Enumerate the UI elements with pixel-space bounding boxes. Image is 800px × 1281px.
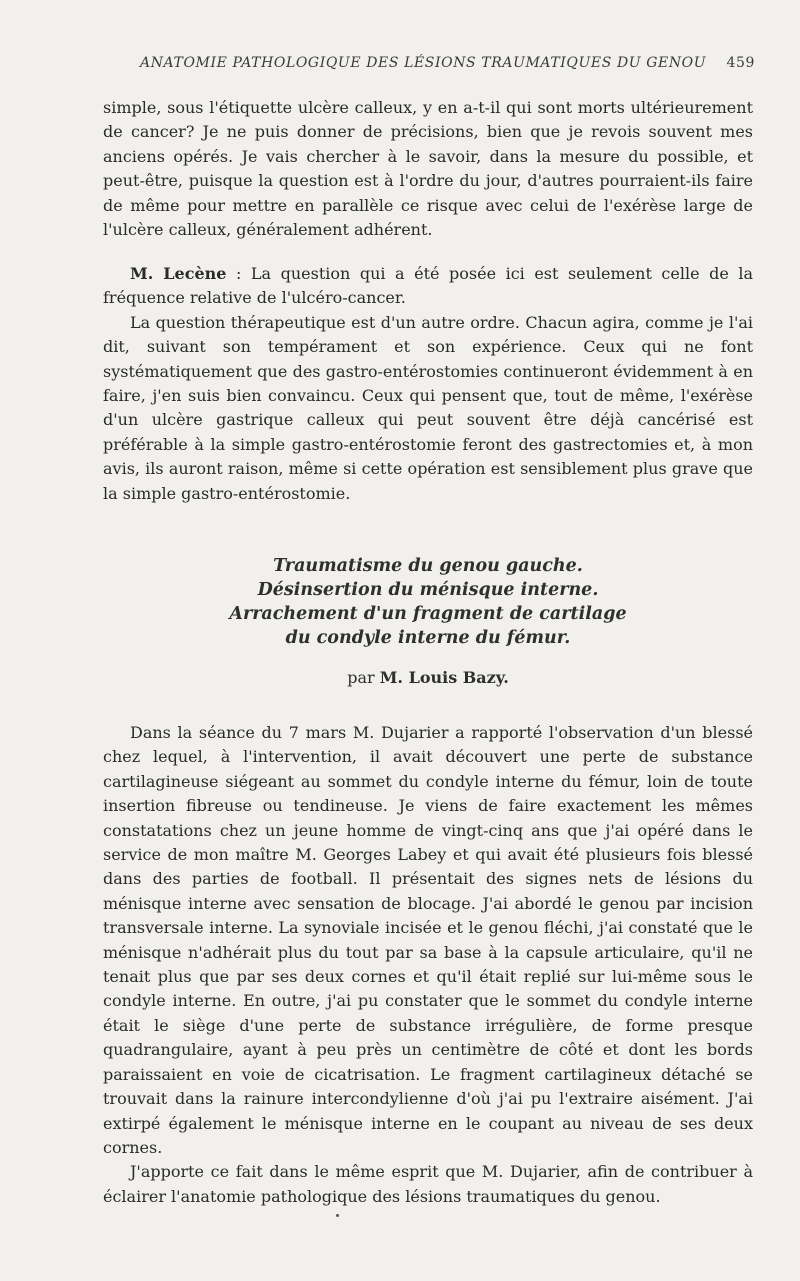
remark-text: : La question qui a été posée ici est seulement celle de la fréquence relative de l'ulcéro-cancer.: [103, 264, 753, 308]
title-line: du condyle interne du fémur.: [285, 628, 571, 648]
paragraph: J'apporte ce fait dans le même esprit que M. Dujarier, afin de contribuer à éclairer l'anatomie pathologique des lésions traumatiques du genou.: [103, 1162, 753, 1206]
paragraph: [103, 262, 753, 311]
title-line: Désinsertion du ménisque interne.: [257, 580, 599, 600]
page-number: 459: [726, 55, 755, 71]
title-line: Traumatisme du genou gauche.: [273, 556, 583, 576]
speaker-name: M. Lecène: [130, 264, 227, 283]
title-line: Arrachement d'un fragment de cartilage: [229, 604, 627, 624]
byline-prefix: par: [347, 668, 380, 687]
paragraph: La question thérapeutique est d'un autre ordre. Chacun agira, comme je l'ai dit, suivant son tempérament et son expérience. Ceux qui ne font systématiquement que des gastro-entérostomies continueront évidemment à en faire, j'en suis bien convaincu. Ceux qui pensent que, tout de même, l'exérèse d'un ulcère gastrique calleux qui peut souvent être déjà cancérisé est préférable à la simple gastro-entérostomie feront des gastrectomies et, à mon avis, ils auront raison, même si cette opération est sensiblement plus grave que la simple gastro-entérostomie.: [103, 312, 753, 503]
article-body: [103, 721, 753, 1209]
running-title: ANATOMIE PATHOLOGIQUE DES LÉSIONS TRAUMATIQUES DU GENOU: [140, 55, 707, 71]
author-name: M. Louis Bazy.: [379, 668, 509, 687]
article-byline: [103, 668, 753, 687]
article-title: [103, 554, 753, 650]
paragraph: Dans la séance du 7 mars M. Dujarier a rapporté l'observation d'un blessé chez lequel, à l'intervention, il avait découvert une perte de substance cartilagineuse siégeant au sommet du condyle interne du fémur, loin de toute insertion fibreuse ou tendineuse. Je viens de faire exactement les mêmes constatations chez un jeune homme de vingt-cinq ans que j'ai opéré dans le service de mon maître M. Georges Labey et qui avait été plusieurs fois blessé dans des parties de football. Il présentait des signes nets de lésions du ménisque interne avec sensation de blocage. J'ai abordé le genou par incision transversale interne. La synoviale incisée et le genou fléchi, j'ai constaté que le ménisque n'adhérait plus du tout par sa base à la capsule articulaire, qu'il ne tenait plus que par ses deux cornes et qu'il était replié sur lui-même sous le condyle interne. En outre, j'ai pu constater que le sommet du condyle interne était le siège d'une perte de substance irrégulière, de forme presque quadrangulaire, ayant à peu près un centimètre de côté et dont les bords paraissaient en voie de cicatrisation. Le fragment cartilagineux détaché se trouvait dans la rainure intercondylienne d'où j'ai pu l'extraire aisément. J'ai extirpé également le ménisque interne en le coupant au niveau de ses deux cornes.: [103, 723, 753, 1157]
print-speck: [336, 1214, 339, 1217]
discussion-continued-paragraph: [103, 96, 753, 242]
paragraph: simple, sous l'étiquette ulcère calleux, y en a-t-il qui sont morts ultérieurement de cancer? Je ne puis donner de précisions, bien que je revois souvent mes anciens opérés. Je vais chercher à le savoir, dans la mesure du possible, et peut-être, puisque la question est à l'ordre du jour, d'autres pourraient-ils faire de même pour mettre en parallèle ce risque avec celui de l'exérèse large de l'ulcère calleux, généralement adhérent.: [103, 98, 753, 240]
running-header: [140, 55, 755, 77]
lecene-remarks: [103, 262, 753, 506]
